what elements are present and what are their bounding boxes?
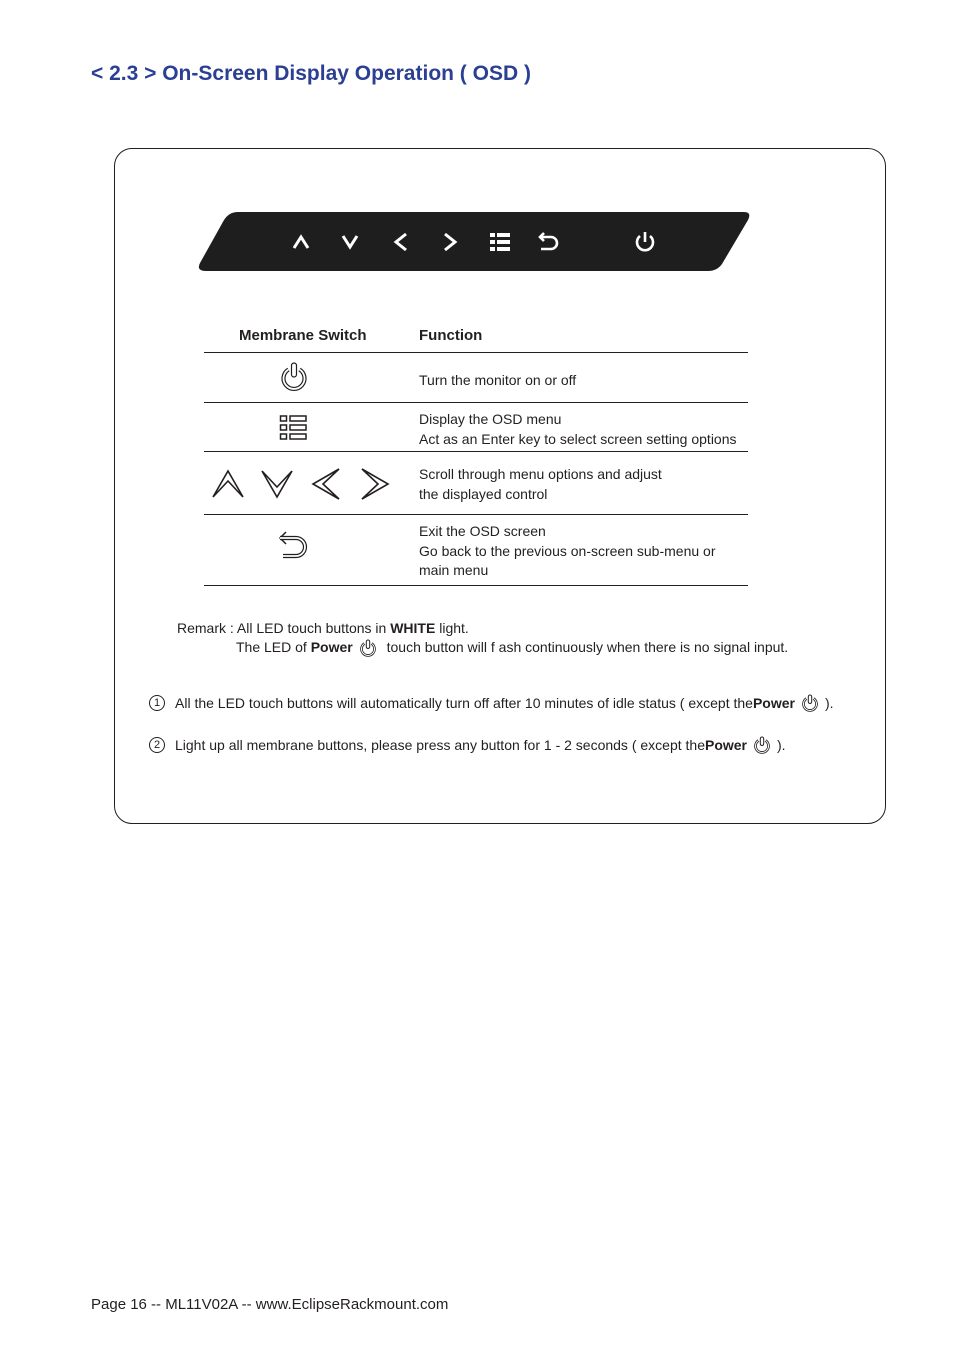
power-button[interactable] bbox=[631, 228, 659, 256]
table-divider bbox=[204, 352, 748, 353]
power-icon bbox=[279, 361, 309, 393]
table-row-back-switch bbox=[277, 529, 311, 561]
table-row-menu-switch bbox=[279, 414, 309, 444]
up-button[interactable] bbox=[287, 228, 315, 256]
note-number: 2 bbox=[149, 737, 165, 753]
back-icon bbox=[277, 529, 311, 561]
table-divider bbox=[204, 585, 748, 586]
power-icon bbox=[631, 228, 659, 256]
power-icon bbox=[359, 639, 377, 657]
table-row-arrows-function: Scroll through menu options and adjust the displayed control bbox=[419, 466, 662, 502]
right-icon bbox=[436, 228, 464, 256]
left-button[interactable] bbox=[387, 228, 415, 256]
column-header-switch: Membrane Switch bbox=[239, 327, 367, 344]
control-panel bbox=[196, 211, 752, 273]
note-number: 1 bbox=[149, 695, 165, 711]
table-row-arrows-switch bbox=[211, 467, 391, 501]
table-row-menu-function: Display the OSD menu Act as an Enter key to select screen setting options bbox=[419, 411, 737, 447]
remark-line-2: The LED of Power touch button will f ash continuously when there is no signal input. bbox=[236, 639, 788, 657]
table-row-power-function: Turn the monitor on or off bbox=[419, 372, 577, 388]
table-row-power-switch bbox=[279, 361, 309, 393]
power-icon bbox=[753, 736, 771, 754]
down-outline-icon bbox=[262, 471, 292, 497]
right-button[interactable] bbox=[436, 228, 464, 256]
back-button[interactable] bbox=[535, 228, 563, 256]
page-footer: Page 16 -- ML11V02A -- www.EclipseRackmount.com bbox=[91, 1296, 449, 1313]
menu-button[interactable] bbox=[486, 228, 514, 256]
table-divider bbox=[204, 451, 748, 452]
down-button[interactable] bbox=[336, 228, 364, 256]
back-icon bbox=[535, 228, 563, 256]
note-2: 2 Light up all membrane buttons, please press any button for 1 - 2 seconds ( except the Power ). bbox=[149, 736, 786, 754]
right-outline-icon bbox=[362, 469, 388, 499]
table-row-back-function: Exit the OSD screen Go back to the previous on-screen sub-menu or main menu bbox=[419, 523, 716, 578]
left-icon bbox=[387, 228, 415, 256]
left-outline-icon bbox=[313, 469, 339, 499]
table-divider bbox=[204, 402, 748, 403]
menu-icon bbox=[279, 414, 309, 444]
table-divider bbox=[204, 514, 748, 515]
remark-line-1: Remark : All LED touch buttons in WHITE light. bbox=[177, 620, 469, 636]
arrow-icons bbox=[211, 467, 391, 501]
up-outline-icon bbox=[213, 471, 243, 497]
down-icon bbox=[336, 228, 364, 256]
column-header-function: Function bbox=[419, 327, 483, 344]
power-icon bbox=[801, 694, 819, 712]
up-icon bbox=[287, 228, 315, 256]
note-1: 1 All the LED touch buttons will automatically turn off after 10 minutes of idle status ( except the Power ). bbox=[149, 694, 834, 712]
page-title: < 2.3 > On-Screen Display Operation ( OSD ) bbox=[91, 62, 531, 85]
menu-icon bbox=[486, 228, 514, 256]
